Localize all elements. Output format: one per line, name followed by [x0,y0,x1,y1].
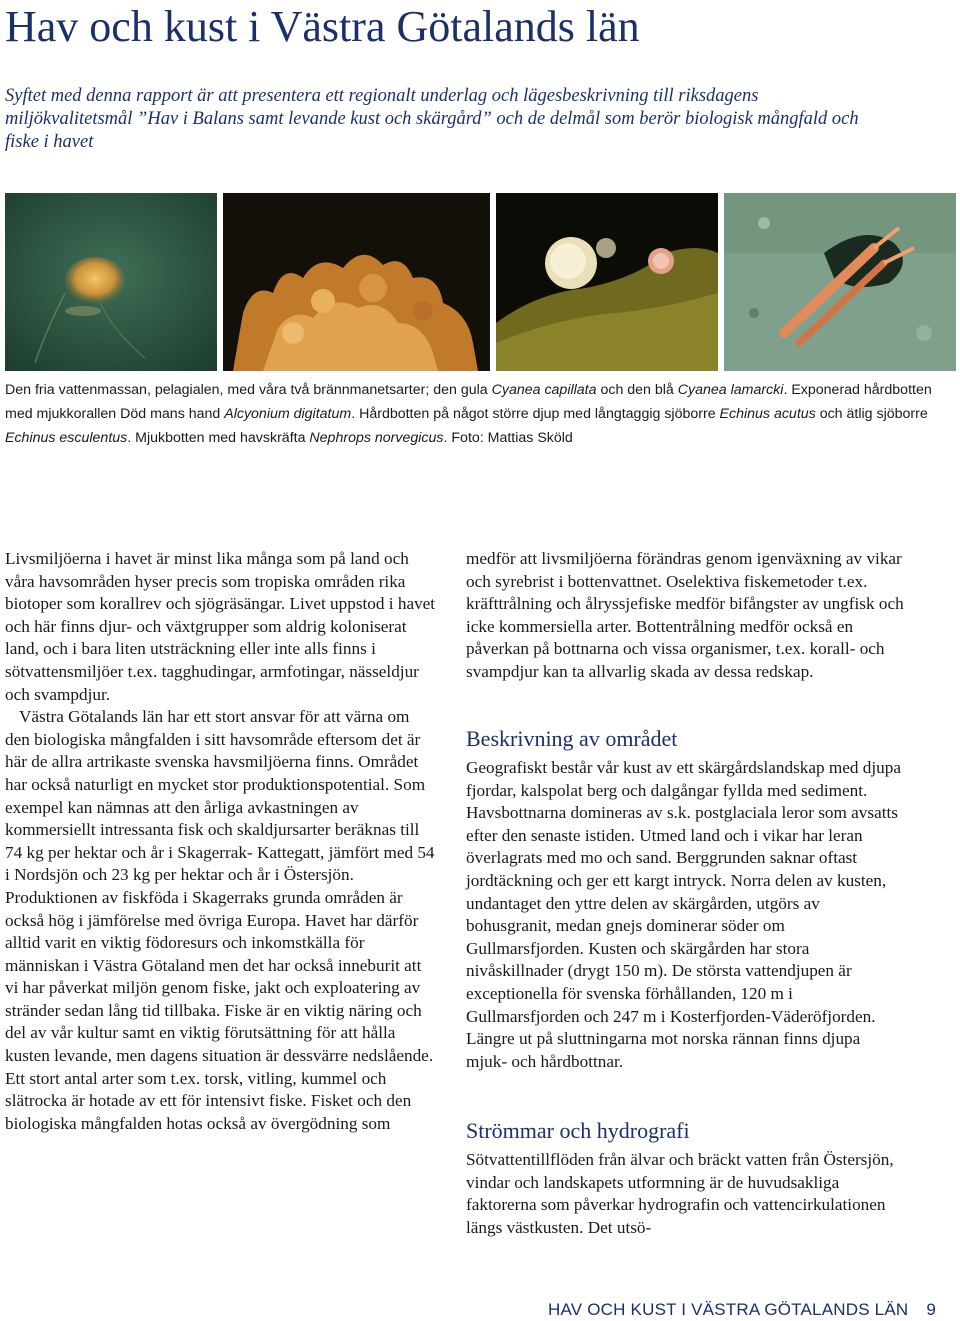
running-head: HAV OCH KUST I VÄSTRA GÖTALANDS LÄN [548,1300,909,1319]
page-title: Hav och kust i Västra Götalands län [5,2,640,51]
body-paragraph: Livsmiljöerna i havet är minst lika många som på land och våra havsområden hyser precis som tropiska områden rika biotoper som korallrev och sjögräsängar. Livet uppstod i havet och här finns djur- och växtgrupper som aldrig koloniserat land, och i bara liten utsträckning eller inte alls finns i sötvattensmiljöer t.ex. tagghudingar, armfotingar, nässeldjur och svampdjur. [5,549,436,704]
body-column-right [466,548,904,684]
body-column-right-2 [466,757,904,1073]
body-column-left [5,548,437,1135]
page-number: 9 [926,1300,936,1319]
body-paragraph: Geografiskt består vår kust av ett skärgårdslandskap med djupa fjordar, kalspolat berg och dalgångar fyllda med sediment. Havsbottnarna domineras av s.k. postglaciala leror som avsatts efter den senaste istiden. Utmed land och i vikar har leran överlagrats med mo och sand. Berggrunden saknar oftast jordtäckning och ger ett kargt intryck. Norra delen av kusten, undantaget den yttre delen av skärgården, utgörs av bohusgranit, medan gnejs dominerar söder om Gullmarsfjorden. Kusten och skärgården har stora nivåskillnader (drygt 150 m). De största vattendjupen är exceptionella för svenska förhållanden, 120 m i Gullmarsfjorden och 247 m i Kosterfjorden-Väderöfjorden. Längre ut på sluttningarna mot norska rännan finns djupa mjuk- och hårdbottnar. [466,758,901,1071]
body-column-right-3 [466,1149,904,1239]
body-paragraph: Västra Götalands län har ett stort ansvar för att värna om den biologiska mångfalden i sitt havsområde eftersom det är här de allra artrikaste svenska havsmiljöerna finns. Området har också naturligt en mycket stor produktionspotential. Som exempel kan nämnas att den årliga avkastningen av kommersiellt intressanta fisk och skaldjursarter beräknas till 74 kg per hektar och år i Skagerrak- Kattegatt, jämfört med 54 i Nordsjön och 23 kg per hektar och år i Östersjön. Produktionen av fiskföda i Skagerraks grunda områden är också hög i jämförelse med övriga Europa. Havet har därför alltid varit en viktig födoresurs och inkomstkälla för människan i Västra Götaland men det har också inneburit att vi har påverkat miljön genom fiske, jakt och exploatering av stränder sedan lång tid tillbaka. Fiske är en viktig näring och del av vår kultur samt en viktig förutsättning för att hålla kusten levande, men dagens situation är dessvärre nedslående. Ett stort antal arter som t.ex. torsk, vitling, kummel och slätrocka är hotade av ett för intensivt fiske. Fisket och den biologiska mångfalden hotas också av övergödning som [5,707,435,1133]
jellyfish-photo [5,193,217,371]
intro-text: Syftet med denna rapport är att presentera ett regionalt underlag och lägesbeskrivning till riksdagens miljökvalitetsmål ”Hav i Balans samt levande kust och skärgård” och de delmål som berör biologisk mångfald och fiske i havet [5,86,859,152]
norway-lobster-photo [724,193,956,371]
photo-caption: Den fria vattenmassan, pelagialen, med våra två brännmanetsarter; den gula Cyanea capillata och den blå Cyanea lamarcki. Exponerad hårdbotten med mjukkorallen Död mans hand Alcyonium digitatum. Hårdbotten på något större djup med långtaggig sjöborre Echinus acutus och ätlig sjöborre Echinus esculentus. Mjukbotten med havskräfta Nephrops norvegicus. Foto: Mattias Sköld [5,382,932,446]
section-heading-beskrivning: Beskrivning av området [466,726,678,751]
sea-urchin-photo [496,193,718,371]
body-paragraph: medför att livsmiljöerna förändras genom igenväxning av vikar och syrebrist i bottenvattnet. Oselektiva fiskemetoder t.ex. kräfttrålning och ålryssjefiske medför bifångster av ungfisk och icke kommersiella arter. Bottentrålning medför också en påverkan på bottnarna och vissa organismer, t.ex. korall- och svampdjur kan ta allvarlig skada av dessa redskap. [466,549,904,681]
photo-strip [5,193,956,371]
body-paragraph: Sötvattentillflöden från älvar och bräckt vatten från Östersjön, vindar och landskapets utformning är de huvudsakliga faktorerna som påverkar hydrografin och vattencirkulationen längs västkusten. Det utsö- [466,1150,894,1237]
soft-coral-photo [223,193,490,371]
section-heading-strommar: Strömmar och hydrografi [466,1118,690,1143]
page-footer [548,1299,936,1321]
